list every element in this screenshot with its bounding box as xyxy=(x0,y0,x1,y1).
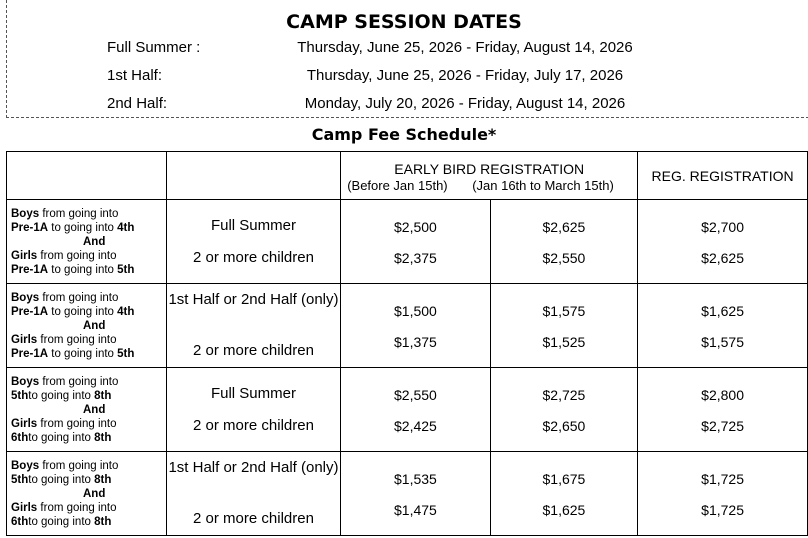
date-value: Thursday, June 25, 2026 - Friday, July 17, 2026 xyxy=(306,67,624,84)
option-secondary: 2 or more children xyxy=(193,249,314,266)
header-early-bird xyxy=(341,152,638,200)
price-multi: $2,725 xyxy=(701,418,744,434)
price-single: $1,675 xyxy=(542,471,586,487)
option-cell xyxy=(166,368,340,452)
price-single: $1,535 xyxy=(394,471,437,487)
price-single: $2,700 xyxy=(701,219,744,235)
date-value: Thursday, June 25, 2026 - Friday, August 14, 2026 xyxy=(297,39,633,56)
header-empty-option xyxy=(166,152,340,200)
date-label: 2nd Half: xyxy=(107,95,168,112)
option-primary: 1st Half or 2nd Half (only) xyxy=(168,291,339,308)
table-row-group-4 xyxy=(7,452,808,536)
price-multi: $1,625 xyxy=(542,502,586,518)
price-multi: $1,575 xyxy=(701,334,744,350)
price-regular xyxy=(638,284,808,368)
date-value: Monday, July 20, 2026 - Friday, August 14, 2026 xyxy=(304,95,626,112)
price-single: $1,500 xyxy=(394,303,437,319)
price-early-bird-2 xyxy=(490,452,638,536)
price-multi: $1,725 xyxy=(701,502,744,518)
price-multi: $2,425 xyxy=(394,418,437,434)
price-regular xyxy=(638,452,808,536)
price-single: $2,800 xyxy=(701,387,744,403)
early-bird-label: EARLY BIRD REGISTRATION xyxy=(394,161,585,177)
option-secondary: 2 or more children xyxy=(193,342,314,359)
date-row-full-summer xyxy=(0,39,808,59)
table-row-group-1 xyxy=(7,200,808,284)
option-primary: Full Summer xyxy=(210,217,296,234)
price-multi: $1,375 xyxy=(394,334,437,350)
table-row-group-2 xyxy=(7,284,808,368)
price-regular xyxy=(638,368,808,452)
price-single: $1,575 xyxy=(542,303,586,319)
fee-schedule-title: Camp Fee Schedule* xyxy=(311,125,497,144)
option-primary: 1st Half or 2nd Half (only) xyxy=(168,459,339,476)
option-secondary: 2 or more children xyxy=(193,417,314,434)
option-cell xyxy=(166,452,340,536)
option-secondary: 2 or more children xyxy=(193,510,314,527)
price-early-bird-2 xyxy=(490,284,638,368)
price-single: $2,625 xyxy=(542,219,586,235)
date-label: Full Summer : xyxy=(107,39,201,56)
header-empty-group xyxy=(7,152,167,200)
header-regular: REG. REGISTRATION xyxy=(638,152,808,200)
price-early-bird-1 xyxy=(341,452,490,536)
option-primary: Full Summer xyxy=(210,385,296,402)
price-multi: $2,375 xyxy=(394,250,437,266)
price-multi: $2,650 xyxy=(542,418,586,434)
price-single: $2,500 xyxy=(394,219,437,235)
price-early-bird-1 xyxy=(341,368,490,452)
date-row-first-half xyxy=(0,67,808,87)
early-bird-sub2: (Jan 16th to March 15th) xyxy=(472,178,614,193)
age-group-cell: Boys from going into Pre-1A to going into 4th And Girls from going into Pre-1A to going into 5th xyxy=(7,284,167,368)
age-group-cell: Boys from going into 5thto going into 8th And Girls from going into 6thto going into 8th xyxy=(7,452,167,536)
date-row-second-half xyxy=(0,95,808,115)
age-group-cell: Boys from going into 5thto going into 8th And Girls from going into 6thto going into 8th xyxy=(7,368,167,452)
table-row-group-3 xyxy=(7,368,808,452)
early-bird-sub1: (Before Jan 15th) xyxy=(347,178,448,193)
price-early-bird-1 xyxy=(341,200,490,284)
price-multi: $1,525 xyxy=(542,334,586,350)
option-cell xyxy=(166,284,340,368)
price-early-bird-1 xyxy=(341,284,490,368)
price-multi: $2,550 xyxy=(542,250,586,266)
price-single: $2,550 xyxy=(394,387,437,403)
price-multi: $1,475 xyxy=(394,502,437,518)
session-dates-title: CAMP SESSION DATES xyxy=(286,11,522,33)
option-cell xyxy=(166,200,340,284)
table-header-row xyxy=(7,152,808,200)
fee-table xyxy=(6,151,808,536)
price-early-bird-2 xyxy=(490,368,638,452)
price-multi: $2,625 xyxy=(701,250,744,266)
price-regular xyxy=(638,200,808,284)
price-single: $1,725 xyxy=(701,471,744,487)
price-single: $2,725 xyxy=(542,387,586,403)
price-early-bird-2 xyxy=(490,200,638,284)
price-single: $1,625 xyxy=(701,303,744,319)
age-group-cell: Boys from going into Pre-1A to going into 4th And Girls from going into Pre-1A to going into 5th xyxy=(7,200,167,284)
date-label: 1st Half: xyxy=(107,67,163,84)
